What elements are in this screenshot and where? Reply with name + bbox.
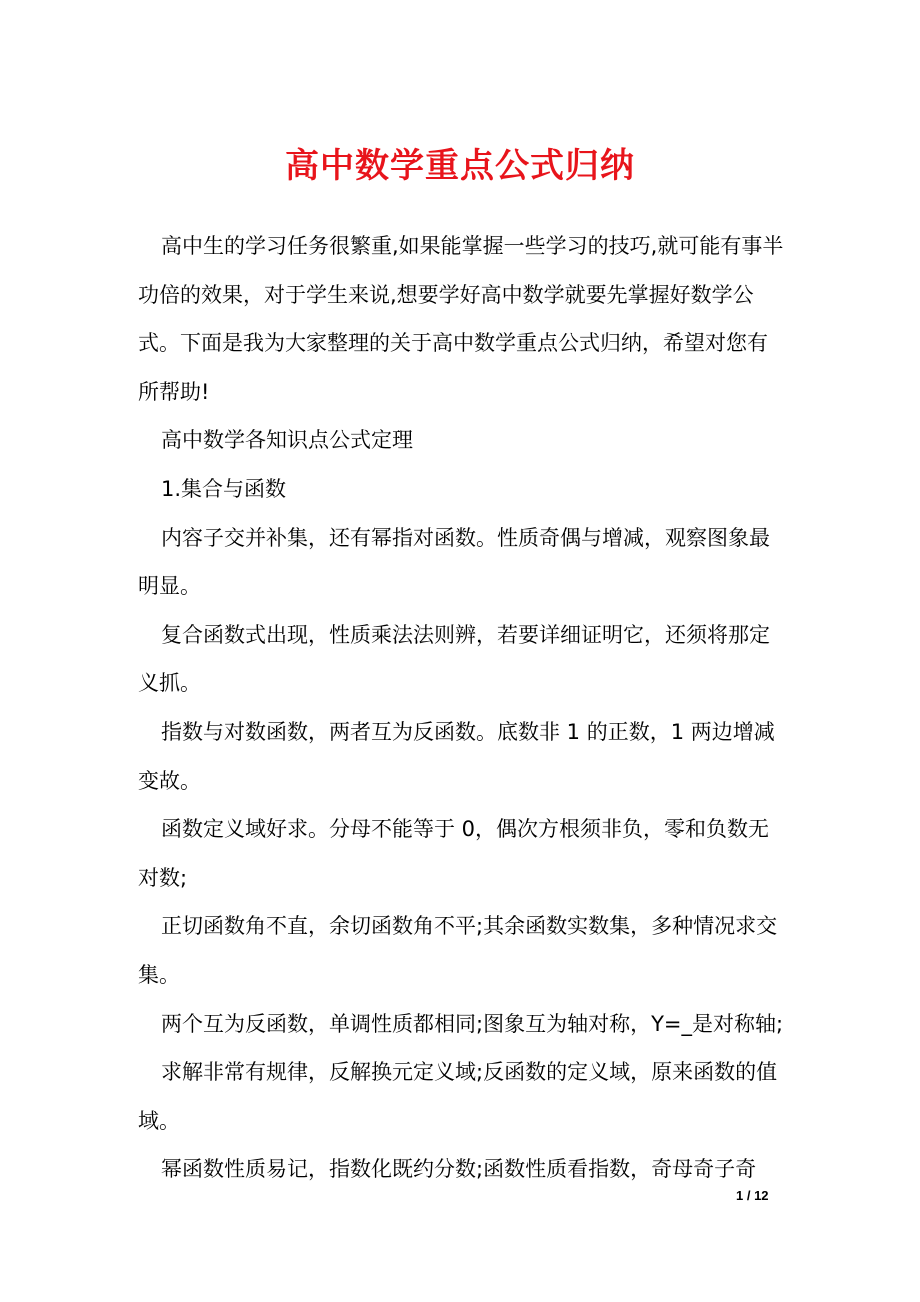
body-paragraph: 复合函数式出现，性质乘法法则辨，若要详细证明它，还须将那定义抓。 (138, 622, 770, 696)
body-paragraph: 幂函数性质易记，指数化既约分数;函数性质看指数，奇母奇子奇 (161, 1157, 757, 1182)
body-paragraph: 指数与对数函数，两者互为反函数。底数非 1 的正数，1 两边增减变故。 (138, 719, 775, 793)
body-paragraph: 内容子交并补集，还有幂指对函数。性质奇偶与增减，观察图象最明显。 (138, 525, 770, 599)
page-number: 1 / 12 (736, 1188, 769, 1203)
document-title: 高中数学重点公式归纳 (285, 146, 635, 186)
section-heading: 高中数学各知识点公式定理 (161, 428, 413, 453)
body-paragraph: 正切函数角不直，余切函数角不平;其余函数实数集，多种情况求交集。 (138, 914, 778, 987)
body-paragraph: 两个互为反函数，单调性质都相同;图象互为轴对称，Y=_是对称轴; (161, 1011, 784, 1036)
intro-paragraph: 高中生的学习任务很繁重,如果能掌握一些学习的技巧,就可能有事半功倍的效果，对于学生来说,想要学好高中数学就要先掌握好数学公式。下面是我为大家整理的关于高中数学重点公式归纳，希望对您有所帮助! (138, 234, 784, 404)
document-body (138, 222, 784, 1194)
body-paragraph: 函数定义域好求。分母不能等于 0，偶次方根须非负，零和负数无对数; (138, 817, 770, 890)
subsection-heading: 1.集合与函数 (161, 476, 287, 501)
body-paragraph: 求解非常有规律，反解换元定义域;反函数的定义域，原来函数的值域。 (138, 1060, 778, 1133)
